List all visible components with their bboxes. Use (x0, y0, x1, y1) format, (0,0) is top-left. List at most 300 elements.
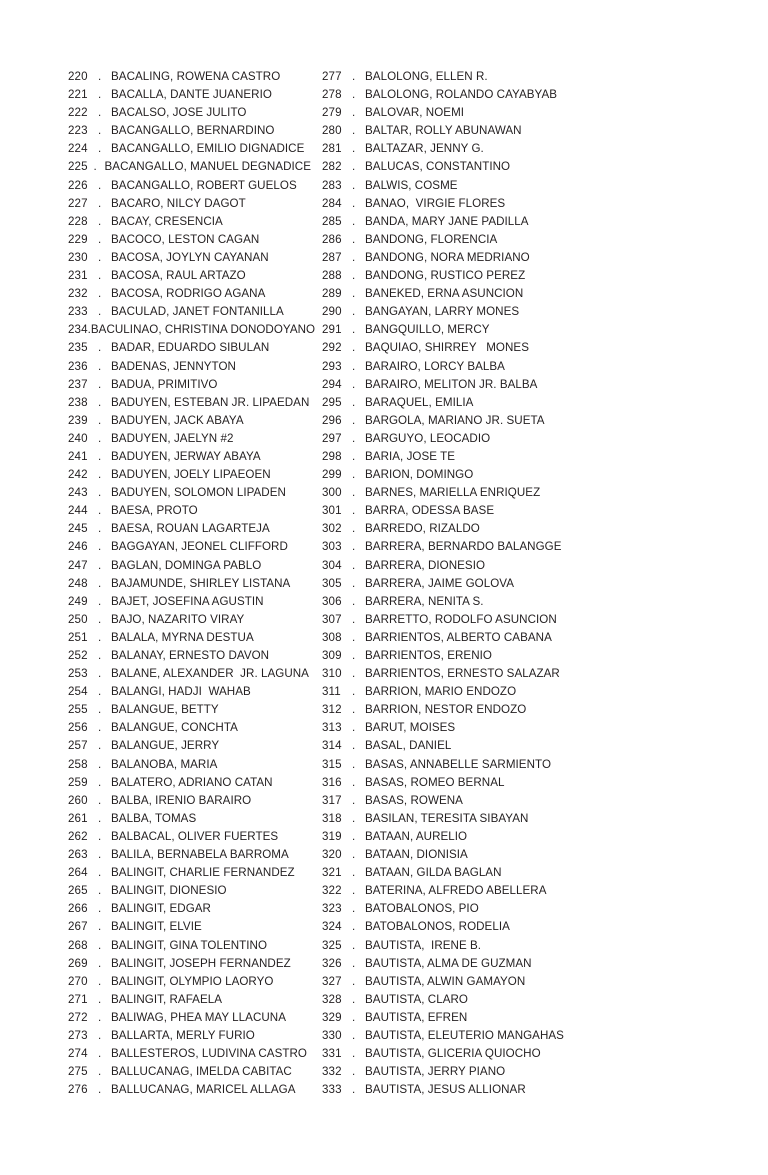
entry-name: BARRETTO, RODOLFO ASUNCION (365, 612, 557, 626)
name-list-row (322, 774, 641, 792)
entry-separator: . (352, 88, 356, 102)
name-list-row (68, 593, 311, 611)
entry-separator: . (352, 160, 356, 174)
entry-separator: . (98, 214, 102, 228)
entry-number: 307 (322, 612, 342, 626)
entry-name: BACOSA, RODRIGO AGANA (111, 287, 266, 301)
entry-number: 231 (68, 269, 88, 283)
name-list-row (68, 177, 311, 195)
entry-separator: . (98, 739, 102, 753)
entry-name: BALWIS, COSME (365, 178, 458, 192)
entry-number: 241 (68, 449, 88, 463)
entry-number: 267 (68, 920, 88, 934)
entry-number: 266 (68, 902, 88, 916)
name-list-row (322, 575, 641, 593)
name-list-row (322, 376, 641, 394)
name-list-row (68, 339, 311, 357)
entry-number: 246 (68, 540, 88, 554)
entry-name: BALLESTEROS, LUDIVINA CASTRO (111, 1047, 307, 1061)
entry-number: 325 (322, 938, 342, 952)
name-list-row (322, 973, 641, 991)
entry-name: BACALING, ROWENA CASTRO (111, 70, 281, 83)
name-list-row (322, 466, 641, 484)
entry-separator: . (352, 468, 356, 482)
entry-separator: . (98, 938, 102, 952)
entry-separator: . (352, 106, 356, 120)
entry-name: BARRION, NESTOR ENDOZO (365, 703, 527, 717)
name-list-row (68, 321, 316, 339)
name-list-row (68, 1045, 311, 1063)
name-list-row (68, 430, 311, 448)
name-list-row (68, 864, 311, 882)
name-list-row (68, 701, 311, 719)
entry-name: BARRIENTOS, ERNESTO SALAZAR (365, 667, 560, 681)
entry-name: BAUTISTA, ELEUTERIO MANGAHAS (365, 1028, 564, 1042)
entry-separator: . (98, 884, 102, 898)
entry-separator: . (98, 413, 102, 427)
entry-number: 302 (322, 522, 342, 536)
entry-name: BATERINA, ALFREDO ABELLERA (365, 884, 547, 898)
entry-number: 251 (68, 630, 88, 644)
entry-name: BADUYEN, JAELYN #2 (111, 431, 234, 445)
name-list-row (322, 1045, 641, 1063)
entry-name: BARRION, MARIO ENDOZO (365, 685, 517, 699)
entry-number: 279 (322, 106, 342, 120)
name-list-row (322, 538, 641, 556)
entry-separator: . (352, 667, 356, 681)
name-list-row (322, 611, 641, 629)
entry-separator: . (98, 196, 102, 210)
name-list-row (322, 647, 641, 665)
entry-separator: . (98, 594, 102, 608)
entry-name: BALUCAS, CONSTANTINO (365, 160, 511, 174)
entry-separator: . (352, 956, 356, 970)
name-list-row (68, 665, 311, 683)
entry-separator: . (98, 395, 102, 409)
entry-name: BADUYEN, SOLOMON LIPADEN (111, 486, 286, 500)
name-list-row (322, 792, 641, 810)
entry-name: BARGOLA, MARIANO JR. SUETA (365, 413, 545, 427)
entry-name: BALANE, ALEXANDER JR. LAGUNA (111, 667, 309, 681)
entry-number: 306 (322, 594, 342, 608)
entry-separator: . (98, 902, 102, 916)
entry-separator: . (352, 323, 356, 337)
entry-separator: . (98, 377, 102, 391)
entry-number: 286 (322, 232, 342, 246)
name-list-row (322, 303, 641, 321)
entry-number: 227 (68, 196, 88, 210)
entry-name: BACULAD, JANET FONTANILLA (111, 305, 284, 319)
name-list-row (68, 231, 311, 249)
entry-name: BALTAR, ROLLY ABUNAWAN (365, 124, 522, 138)
entry-number: 295 (322, 395, 342, 409)
name-list-row (68, 737, 311, 755)
entry-name: BACOCO, LESTON CAGAN (111, 232, 260, 246)
entry-number: 222 (68, 106, 88, 120)
entry-name: BAQUIAO, SHIRREY MONES (365, 341, 529, 355)
entry-separator: . (98, 449, 102, 463)
name-list-row (68, 285, 311, 303)
entry-separator: . (352, 449, 356, 463)
entry-separator: . (352, 214, 356, 228)
name-list-row (322, 991, 641, 1009)
entry-name: BARRIENTOS, ERENIO (365, 649, 492, 662)
entry-name: BALIWAG, PHEA MAY LLACUNA (111, 1010, 286, 1024)
entry-number: 323 (322, 902, 342, 916)
entry-number: 315 (322, 757, 342, 771)
name-list-row (68, 828, 311, 846)
entry-name: BAESA, ROUAN LAGARTEJA (111, 522, 270, 536)
name-list-row (68, 629, 311, 647)
name-list-row (68, 466, 311, 484)
entry-separator: . (98, 829, 102, 843)
entry-number: 318 (322, 811, 342, 825)
entry-separator: . (352, 974, 356, 988)
entry-number: 221 (68, 88, 88, 102)
entry-name: BARRERA, NENITA S. (365, 594, 484, 608)
entry-name: BALINGIT, GINA TOLENTINO (111, 938, 268, 952)
name-list-row (322, 900, 641, 918)
entry-number: 265 (68, 884, 88, 898)
name-list-column-left (0, 68, 316, 1099)
entry-separator: . (98, 106, 102, 120)
name-list-row (68, 158, 311, 176)
entry-name: BASAL, DANIEL (365, 739, 452, 753)
entry-name: BATAAN, DIONISIA (365, 848, 468, 862)
name-list-row (68, 213, 311, 231)
name-list-row (68, 303, 311, 321)
entry-separator: . (352, 576, 356, 590)
entry-name: BARRIENTOS, ALBERTO CABANA (365, 630, 552, 644)
entry-separator: . (98, 811, 102, 825)
entry-separator: . (352, 1083, 356, 1097)
entry-separator: . (98, 250, 102, 264)
entry-name: BAUTISTA, JERRY PIANO (365, 1065, 506, 1079)
entry-name: BALOVAR, NOEMI (365, 106, 465, 120)
entry-separator: . (98, 757, 102, 771)
entry-number: 247 (68, 558, 88, 572)
entry-separator: . (98, 992, 102, 1006)
name-list-row (68, 991, 311, 1009)
entry-name: BALANGUE, CONCHTA (111, 721, 238, 735)
entry-name: BAUTISTA, CLARO (365, 992, 468, 1006)
name-list-row (68, 448, 311, 466)
entry-name: BALINGIT, RAFAELA (111, 992, 223, 1006)
name-list-row (322, 104, 641, 122)
name-list-row (68, 756, 311, 774)
entry-number: 309 (322, 649, 342, 662)
entry-number: 305 (322, 576, 342, 590)
entry-separator: . (352, 395, 356, 409)
entry-name: BALANAY, ERNESTO DAVON (111, 649, 270, 662)
entry-separator: . (98, 341, 102, 355)
name-list-row (322, 213, 641, 231)
name-list-row (68, 538, 311, 556)
entry-name: BADUA, PRIMITIVO (111, 377, 218, 391)
entry-name: BANGAYAN, LARRY MONES (365, 305, 520, 319)
entry-separator: . (98, 431, 102, 445)
entry-number: 296 (322, 413, 342, 427)
entry-name: BALINGIT, CHARLIE FERNANDEZ (111, 866, 295, 880)
entry-name: BARAQUEL, EMILIA (365, 395, 474, 409)
name-list-row (322, 882, 641, 900)
name-list-row (68, 520, 311, 538)
entry-separator: . (98, 793, 102, 807)
entry-number: 285 (322, 214, 342, 228)
entry-number: 290 (322, 305, 342, 319)
name-list-row (322, 955, 641, 973)
entry-number: 331 (322, 1047, 342, 1061)
name-list-row (322, 430, 641, 448)
entry-number: 327 (322, 974, 342, 988)
entry-separator: . (98, 956, 102, 970)
entry-separator: . (98, 305, 102, 319)
entry-name: BARRERA, JAIME GOLOVA (365, 576, 515, 590)
entry-number: 233 (68, 305, 88, 319)
entry-number: 297 (322, 431, 342, 445)
entry-separator: . (352, 992, 356, 1006)
entry-separator: . (98, 685, 102, 699)
entry-name: BAGLAN, DOMINGA PABLO (111, 558, 262, 572)
entry-separator: . (352, 649, 356, 662)
entry-separator: . (98, 576, 102, 590)
entry-name: BARRERA, DIONESIO (365, 558, 486, 572)
entry-separator: . (352, 1047, 356, 1061)
name-list-row (322, 1027, 641, 1045)
entry-number: 255 (68, 703, 88, 717)
name-list-row (68, 918, 311, 936)
entry-name: BACANGALLO, MANUEL DEGNADICE (104, 160, 311, 174)
entry-separator: . (352, 938, 356, 952)
entry-number: 268 (68, 938, 88, 952)
entry-number: 245 (68, 522, 88, 536)
entry-separator: . (98, 612, 102, 626)
name-list-row (322, 140, 641, 158)
entry-number: 321 (322, 866, 342, 880)
name-list-row (68, 774, 311, 792)
entry-number: 276 (68, 1083, 88, 1097)
entry-name: BANDA, MARY JANE PADILLA (365, 214, 529, 228)
entry-name: BALINGIT, JOSEPH FERNANDEZ (111, 956, 291, 970)
name-list-row (322, 701, 641, 719)
entry-name: BAUTISTA, JESUS ALLIONAR (365, 1083, 526, 1097)
entry-number: 294 (322, 377, 342, 391)
entry-number: 314 (322, 739, 342, 753)
entry-separator: . (352, 1028, 356, 1042)
name-list-row (68, 955, 311, 973)
name-list-row (322, 1009, 641, 1027)
entry-separator: . (352, 811, 356, 825)
entry-name: BALBA, TOMAS (111, 811, 197, 825)
entry-name: BALTAZAR, JENNY G. (365, 142, 484, 156)
entry-name: BALINGIT, EDGAR (111, 902, 211, 916)
entry-number: 303 (322, 540, 342, 554)
name-list-row (322, 756, 641, 774)
entry-number: 234 (68, 323, 88, 337)
entry-number: 264 (68, 866, 88, 880)
name-list-row (68, 1063, 311, 1081)
entry-name: BADENAS, JENNYTON (111, 359, 236, 373)
entry-number: 308 (322, 630, 342, 644)
entry-number: 288 (322, 269, 342, 283)
entry-separator: . (98, 667, 102, 681)
entry-number: 317 (322, 793, 342, 807)
entry-separator: . (352, 269, 356, 283)
entry-number: 249 (68, 594, 88, 608)
entry-separator: . (98, 703, 102, 717)
entry-number: 244 (68, 504, 88, 518)
entry-separator: . (352, 775, 356, 789)
entry-name: BARRERA, BERNARDO BALANGGE (365, 540, 562, 554)
entry-number: 239 (68, 413, 88, 427)
entry-name: BARREDO, RIZALDO (365, 522, 480, 536)
entry-separator: . (98, 88, 102, 102)
name-list-row (322, 285, 641, 303)
name-list-columns (0, 68, 768, 1099)
name-list-row (68, 122, 311, 140)
entry-name: BAUTISTA, GLICERIA QUIOCHO (365, 1047, 541, 1061)
entry-number: 322 (322, 884, 342, 898)
entry-separator: . (98, 848, 102, 862)
entry-separator: . (352, 920, 356, 934)
entry-name: BAJO, NAZARITO VIRAY (111, 612, 245, 626)
entry-separator: . (352, 630, 356, 644)
entry-separator: . (352, 558, 356, 572)
entry-separator: . (352, 250, 356, 264)
entry-number: 332 (322, 1065, 342, 1079)
entry-name: BALINGIT, ELVIE (111, 920, 202, 934)
name-list-row (322, 321, 641, 339)
entry-number: 273 (68, 1028, 88, 1042)
entry-number: 226 (68, 178, 88, 192)
name-list-row (322, 412, 641, 430)
name-list-row (322, 737, 641, 755)
entry-number: 329 (322, 1010, 342, 1024)
entry-number: 333 (322, 1083, 342, 1097)
entry-name: BALBA, IRENIO BARAIRO (111, 793, 252, 807)
entry-number: 274 (68, 1047, 88, 1061)
entry-separator: . (352, 70, 356, 83)
entry-number: 250 (68, 612, 88, 626)
entry-number: 312 (322, 703, 342, 717)
entry-separator: . (352, 1010, 356, 1024)
name-list-row (322, 339, 641, 357)
entry-name: BACULINAO, CHRISTINA DONODOYANO (90, 323, 316, 337)
entry-name: BARUT, MOISES (365, 721, 456, 735)
entry-name: BALILA, BERNABELA BARROMA (111, 848, 289, 862)
name-list-row (322, 557, 641, 575)
entry-separator: . (98, 359, 102, 373)
entry-name: BACOSA, JOYLYN CAYANAN (111, 250, 269, 264)
entry-separator: . (352, 829, 356, 843)
name-list-row (322, 810, 641, 828)
name-list-row (322, 683, 641, 701)
entry-separator: . (98, 468, 102, 482)
entry-number: 310 (322, 667, 342, 681)
entry-number: 287 (322, 250, 342, 264)
entry-number: 280 (322, 124, 342, 138)
entry-number: 253 (68, 667, 88, 681)
name-list-row (322, 828, 641, 846)
entry-separator: . (352, 142, 356, 156)
entry-separator: . (98, 1010, 102, 1024)
entry-name: BALLARTA, MERLY FURIO (111, 1028, 255, 1042)
entry-name: BACANGALLO, EMILIO DIGNADICE (111, 142, 305, 156)
entry-name: BARGUYO, LEOCADIO (365, 431, 491, 445)
name-list-row (68, 1081, 311, 1099)
entry-separator: . (352, 196, 356, 210)
entry-number: 278 (322, 88, 342, 102)
name-list-row (68, 846, 311, 864)
entry-number: 237 (68, 377, 88, 391)
entry-name: BALINGIT, OLYMPIO LAORYO (111, 974, 274, 988)
entry-number: 232 (68, 287, 88, 301)
name-list-row (322, 502, 641, 520)
entry-separator: . (352, 1065, 356, 1079)
entry-number: 282 (322, 160, 342, 174)
entry-name: BALOLONG, ELLEN R. (365, 70, 488, 83)
name-list-row (322, 358, 641, 376)
entry-separator: . (352, 594, 356, 608)
name-list-row (68, 86, 311, 104)
entry-separator: . (98, 504, 102, 518)
entry-name: BAUTISTA, ALMA DE GUZMAN (365, 956, 532, 970)
name-list-row (68, 394, 311, 412)
entry-separator: . (352, 848, 356, 862)
entry-name: BALOLONG, ROLANDO CAYABYAB (365, 88, 558, 102)
entry-name: BALINGIT, DIONESIO (111, 884, 227, 898)
entry-separator: . (98, 287, 102, 301)
name-list-row (68, 412, 311, 430)
entry-number: 238 (68, 395, 88, 409)
name-list-row (68, 719, 311, 737)
entry-number: 269 (68, 956, 88, 970)
entry-name: BACALSO, JOSE JULITO (111, 106, 247, 120)
entry-number: 243 (68, 486, 88, 500)
entry-number: 277 (322, 70, 342, 83)
entry-number: 281 (322, 142, 342, 156)
name-list-row (322, 719, 641, 737)
entry-separator: . (98, 866, 102, 880)
entry-name: BACOSA, RAUL ARTAZO (111, 269, 246, 283)
name-list-row (68, 792, 311, 810)
entry-separator: . (98, 920, 102, 934)
entry-number: 272 (68, 1010, 88, 1024)
entry-name: BARAIRO, LORCY BALBA (365, 359, 505, 373)
entry-separator: . (98, 142, 102, 156)
entry-separator: . (98, 124, 102, 138)
entry-name: BANEKED, ERNA ASUNCION (365, 287, 524, 301)
entry-name: BASAS, ROWENA (365, 793, 463, 807)
entry-number: 248 (68, 576, 88, 590)
entry-separator: . (352, 612, 356, 626)
name-list-row (322, 122, 641, 140)
entry-number: 254 (68, 685, 88, 699)
entry-name: BANGQUILLO, MERCY (365, 323, 490, 337)
name-list-row (322, 918, 641, 936)
entry-separator: . (352, 793, 356, 807)
entry-name: BACANGALLO, ROBERT GUELOS (111, 178, 297, 192)
entry-separator: . (352, 341, 356, 355)
name-list-row (322, 249, 641, 267)
entry-separator: . (352, 902, 356, 916)
entry-number: 289 (322, 287, 342, 301)
name-list-row (322, 158, 641, 176)
name-list-row (68, 973, 311, 991)
entry-number: 330 (322, 1028, 342, 1042)
name-list-row (322, 394, 641, 412)
entry-separator: . (352, 703, 356, 717)
